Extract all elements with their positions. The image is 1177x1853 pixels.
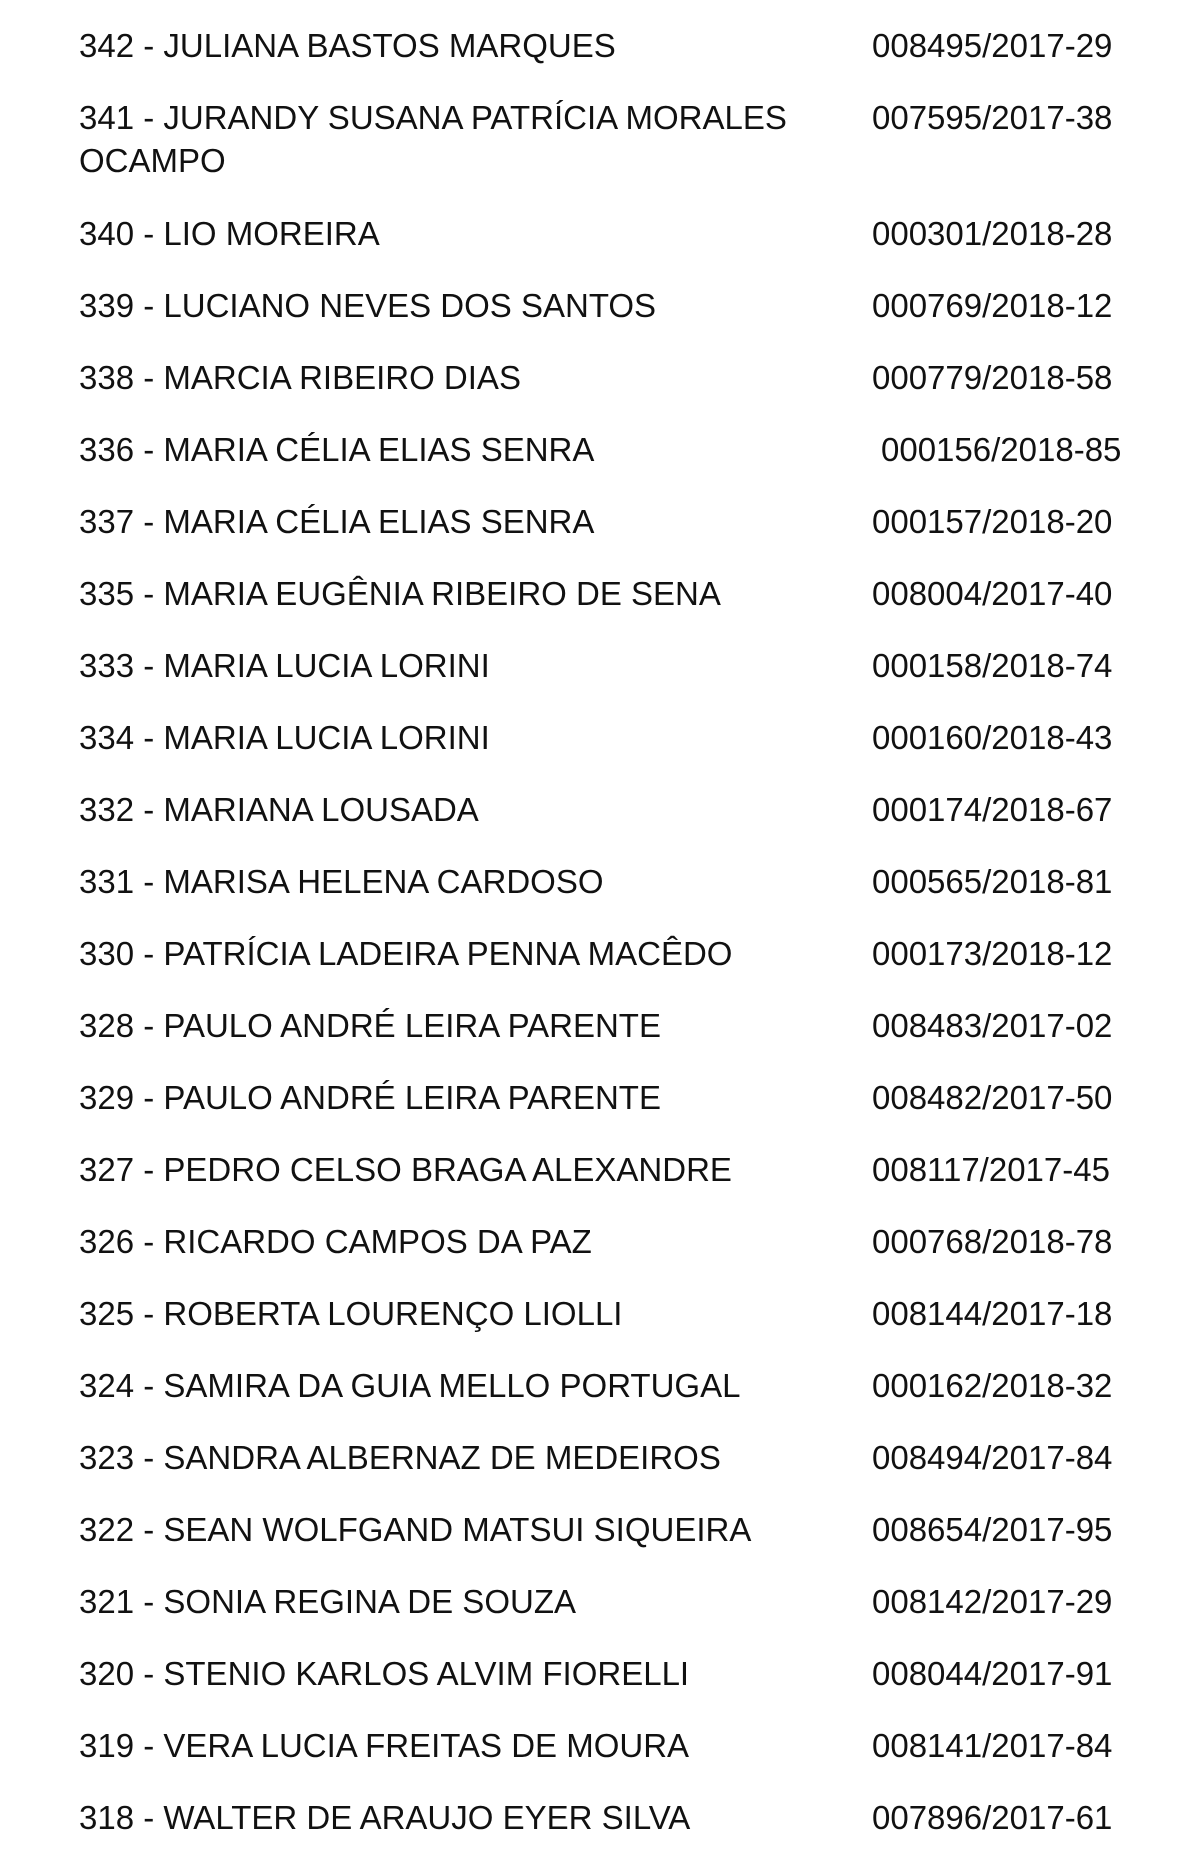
entry-code: 000157/2018-20 bbox=[872, 503, 1113, 540]
entry-name: 321 - SONIA REGINA DE SOUZA bbox=[79, 1583, 576, 1620]
entry-name: 341 - JURANDY SUSANA PATRÍCIA MORALES OCAMPO bbox=[79, 99, 787, 179]
entry-code: 008142/2017-29 bbox=[872, 1583, 1113, 1620]
entry-name: 331 - MARISA HELENA CARDOSO bbox=[79, 863, 604, 900]
entry-name: 330 - PATRÍCIA LADEIRA PENNA MACÊDO bbox=[79, 935, 733, 972]
entry-code: 000174/2018-67 bbox=[872, 791, 1113, 828]
entry-code: 008494/2017-84 bbox=[872, 1439, 1113, 1476]
entry-code: 008144/2017-18 bbox=[872, 1295, 1113, 1332]
entry-name: 336 - MARIA CÉLIA ELIAS SENRA bbox=[79, 431, 595, 468]
entry-code: 000768/2018-78 bbox=[872, 1223, 1113, 1260]
entry-code: 000173/2018-12 bbox=[872, 935, 1113, 972]
entry-code: 008482/2017-50 bbox=[872, 1079, 1113, 1116]
entry-name: 333 - MARIA LUCIA LORINI bbox=[79, 647, 490, 684]
entry-name: 323 - SANDRA ALBERNAZ DE MEDEIROS bbox=[79, 1439, 721, 1476]
entry-name: 335 - MARIA EUGÊNIA RIBEIRO DE SENA bbox=[79, 575, 721, 612]
entry-name: 327 - PEDRO CELSO BRAGA ALEXANDRE bbox=[79, 1151, 732, 1188]
entry-code: 008141/2017-84 bbox=[872, 1727, 1113, 1764]
entry-name: 319 - VERA LUCIA FREITAS DE MOURA bbox=[79, 1727, 690, 1764]
entry-name: 322 - SEAN WOLFGAND MATSUI SIQUEIRA bbox=[79, 1511, 752, 1548]
entry-name: 339 - LUCIANO NEVES DOS SANTOS bbox=[79, 287, 657, 324]
entry-name: 326 - RICARDO CAMPOS DA PAZ bbox=[79, 1223, 592, 1260]
entry-name: 332 - MARIANA LOUSADA bbox=[79, 791, 479, 828]
entry-code: 000160/2018-43 bbox=[872, 719, 1113, 756]
entry-code: 007595/2017-38 bbox=[872, 99, 1113, 136]
entry-code: 000565/2018-81 bbox=[872, 863, 1113, 900]
entry-code: 000769/2018-12 bbox=[872, 287, 1113, 324]
entry-name: 328 - PAULO ANDRÉ LEIRA PARENTE bbox=[79, 1007, 661, 1044]
entry-code: 008044/2017-91 bbox=[872, 1655, 1113, 1692]
entry-code: 008004/2017-40 bbox=[872, 575, 1113, 612]
entry-code: 000156/2018-85 bbox=[881, 431, 1122, 468]
entry-code: 000301/2018-28 bbox=[872, 215, 1113, 252]
entry-name: 334 - MARIA LUCIA LORINI bbox=[79, 719, 490, 756]
entry-code: 008654/2017-95 bbox=[872, 1511, 1113, 1548]
entry-name: 318 - WALTER DE ARAUJO EYER SILVA bbox=[79, 1799, 691, 1836]
entry-code: 000162/2018-32 bbox=[872, 1367, 1113, 1404]
entry-name: 337 - MARIA CÉLIA ELIAS SENRA bbox=[79, 503, 595, 540]
entry-code: 000158/2018-74 bbox=[872, 647, 1113, 684]
entry-name: 340 - LIO MOREIRA bbox=[79, 215, 380, 252]
entry-code: 008483/2017-02 bbox=[872, 1007, 1113, 1044]
entry-name: 325 - ROBERTA LOURENÇO LIOLLI bbox=[79, 1295, 623, 1332]
entry-name: 338 - MARCIA RIBEIRO DIAS bbox=[79, 359, 521, 396]
entry-name: 320 - STENIO KARLOS ALVIM FIORELLI bbox=[79, 1655, 690, 1692]
entry-code: 007896/2017-61 bbox=[872, 1799, 1113, 1836]
entry-name: 324 - SAMIRA DA GUIA MELLO PORTUGAL bbox=[79, 1367, 741, 1404]
entry-code: 008495/2017-29 bbox=[872, 27, 1113, 64]
entry-code: 000779/2018-58 bbox=[872, 359, 1113, 396]
entry-name: 342 - JULIANA BASTOS MARQUES bbox=[79, 27, 616, 64]
entry-code: 008117/2017-45 bbox=[872, 1151, 1110, 1188]
entry-name: 329 - PAULO ANDRÉ LEIRA PARENTE bbox=[79, 1079, 661, 1116]
